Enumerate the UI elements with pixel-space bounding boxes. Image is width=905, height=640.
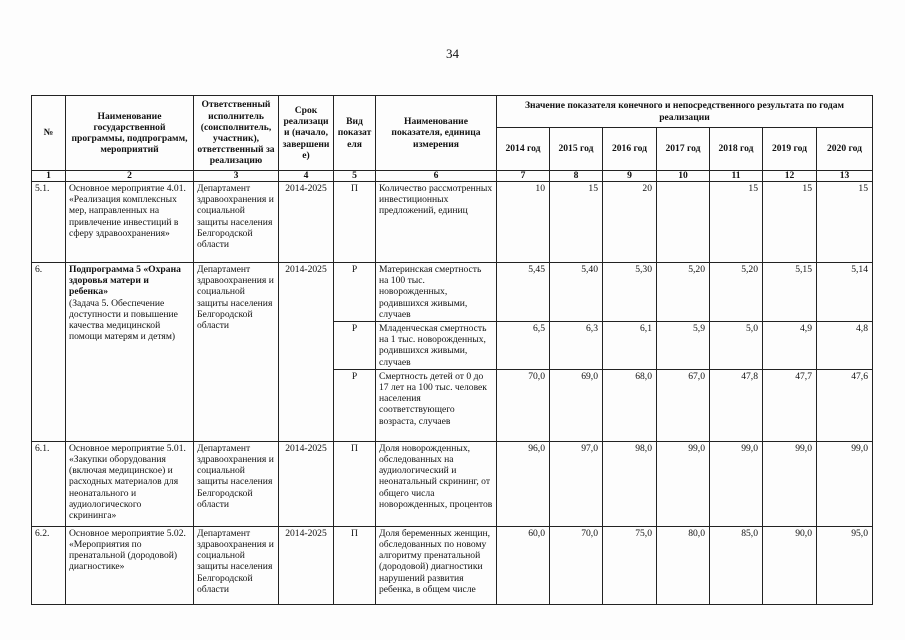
indicator-value: 15 (763, 182, 817, 263)
indicator-value: 5,15 (763, 263, 817, 322)
indicator-value: 47,8 (710, 369, 763, 441)
indicator-value: 20 (603, 182, 657, 263)
table-row (32, 182, 873, 263)
page-number: 34 (446, 46, 459, 61)
row-responsible: Департамент здравоохранения и социальной защиты населения Белгородской области (194, 526, 279, 604)
row-name-extra: (Задача 5. Обеспечение доступности и повышение качества медицинской помощи матерям и детям) (69, 297, 178, 343)
row-responsible: Департамент здравоохранения и социальной защиты населения Белгородской области (194, 182, 279, 263)
indicator-name: Доля беременных женщин, обследованных по новому алгоритму пренатальной (дородовой) диагностики нарушений развития ребенка, в общем числе (376, 526, 497, 604)
indicator-value: 5,9 (657, 322, 710, 370)
header-indicator-type: Вид показателя (334, 96, 376, 171)
header-num: № (32, 96, 66, 171)
column-number: 8 (550, 171, 603, 182)
row-period: 2014-2025 (279, 441, 334, 526)
header-year: 2015 год (550, 128, 603, 171)
row-name-text: Основное мероприятие 4.01. «Реализация комплексных мер, направленных на привлечение инвестиций в сферу здравоохранения» (69, 183, 186, 239)
indicator-value: 6,1 (603, 322, 657, 370)
indicator-value: 99,0 (657, 441, 710, 526)
indicator-value: 10 (497, 182, 550, 263)
row-period: 2014-2025 (279, 182, 334, 263)
column-number: 11 (710, 171, 763, 182)
indicators-table (31, 95, 873, 605)
column-number: 3 (194, 171, 279, 182)
column-number: 1 (32, 171, 66, 182)
indicator-name: Количество рассмотренных инвестиционных предложений, единиц (376, 182, 497, 263)
indicator-type: П (334, 526, 376, 604)
row-period: 2014-2025 (279, 526, 334, 604)
indicator-name: Смертность детей от 0 до 17 лет на 100 тыс. человек населения соответствующего возраста, случаев (376, 369, 497, 441)
column-number: 10 (657, 171, 710, 182)
indicator-value: 67,0 (657, 369, 710, 441)
indicator-value: 70,0 (550, 526, 603, 604)
indicator-name: Доля новорожденных, обследованных на аудиологический и неонатальный скрининг, от общего числа новорожденных, процентов (376, 441, 497, 526)
indicator-name: Младенческая смертность на 1 тыс. новорожденных, родившихся живыми, случаев (376, 322, 497, 370)
header-period: Срок реализации (начало, завершение) (279, 96, 334, 171)
header-year: 2019 год (763, 128, 817, 171)
indicator-value: 15 (710, 182, 763, 263)
indicator-value: 5,40 (550, 263, 603, 322)
indicator-value: 98,0 (603, 441, 657, 526)
indicator-value: 99,0 (763, 441, 817, 526)
row-number: 6. (32, 263, 66, 442)
indicator-value: 85,0 (710, 526, 763, 604)
table-row (32, 526, 873, 604)
indicator-value: 5,20 (657, 263, 710, 322)
indicator-value: 4,9 (763, 322, 817, 370)
row-number: 6.1. (32, 441, 66, 526)
indicator-type: Р (334, 322, 376, 370)
indicator-value: 95,0 (817, 526, 873, 604)
indicator-type: Р (334, 369, 376, 441)
header-year: 2020 год (817, 128, 873, 171)
column-number: 9 (603, 171, 657, 182)
header-responsible: Ответственный исполнитель (соисполнитель, участник), ответственный за реализацию (194, 96, 279, 171)
indicator-value: 75,0 (603, 526, 657, 604)
indicator-value: 99,0 (710, 441, 763, 526)
header-year: 2018 год (710, 128, 763, 171)
indicator-name: Материнская смертность на 100 тыс. новорожденных, родившихся живыми, случаев (376, 263, 497, 322)
indicator-value: 60,0 (497, 526, 550, 604)
header-year: 2016 год (603, 128, 657, 171)
indicator-value: 5,0 (710, 322, 763, 370)
row-name (66, 263, 194, 442)
indicator-value: 6,3 (550, 322, 603, 370)
header-indicator-name: Наименование показателя, единица измерения (376, 96, 497, 171)
row-name-text: Основное мероприятие 5.01. «Закупки оборудования (включая медицинское) и расходных материалов для неонатального и аудиологического скрининга» (69, 442, 186, 522)
column-number: 13 (817, 171, 873, 182)
row-responsible: Департамент здравоохранения и социальной защиты населения Белгородской области (194, 263, 279, 442)
indicator-value: 4,8 (817, 322, 873, 370)
indicator-type: П (334, 182, 376, 263)
row-responsible: Департамент здравоохранения и социальной защиты населения Белгородской области (194, 441, 279, 526)
column-number: 5 (334, 171, 376, 182)
indicator-value: 5,45 (497, 263, 550, 322)
indicator-value: 70,0 (497, 369, 550, 441)
header-year: 2014 год (497, 128, 550, 171)
header-values-group: Значение показателя конечного и непосредственного результата по годам реализации (497, 96, 873, 128)
row-name (66, 526, 194, 604)
column-number: 4 (279, 171, 334, 182)
indicator-value: 6,5 (497, 322, 550, 370)
indicator-value: 96,0 (497, 441, 550, 526)
indicator-value: 47,7 (763, 369, 817, 441)
indicator-value: 68,0 (603, 369, 657, 441)
column-number: 6 (376, 171, 497, 182)
column-number: 2 (66, 171, 194, 182)
indicator-value: 47,6 (817, 369, 873, 441)
row-name (66, 441, 194, 526)
indicator-value: 5,14 (817, 263, 873, 322)
row-name-text: Основное мероприятие 5.02. «Мероприятия по пренатальной (дородовой) диагностике» (69, 527, 186, 573)
header-year: 2017 год (657, 128, 710, 171)
row-name-text: Подпрограмма 5 «Охрана здоровья матери и ребенка» (69, 264, 181, 298)
indicator-value: 5,30 (603, 263, 657, 322)
indicator-value: 99,0 (817, 441, 873, 526)
indicator-value: 5,20 (710, 263, 763, 322)
table-row (32, 263, 873, 322)
indicator-type: Р (334, 263, 376, 322)
indicator-value: 15 (550, 182, 603, 263)
table-row (32, 441, 873, 526)
indicator-value: 15 (817, 182, 873, 263)
indicator-type: П (334, 441, 376, 526)
indicator-value: 69,0 (550, 369, 603, 441)
row-number: 6.2. (32, 526, 66, 604)
column-number: 12 (763, 171, 817, 182)
indicator-value: 90,0 (763, 526, 817, 604)
row-period: 2014-2025 (279, 263, 334, 442)
indicator-value: 97,0 (550, 441, 603, 526)
header-name: Наименование государственной программы, подпрограмм, мероприятий (66, 96, 194, 171)
indicator-value: 80,0 (657, 526, 710, 604)
row-name (66, 182, 194, 263)
row-number: 5.1. (32, 182, 66, 263)
column-number: 7 (497, 171, 550, 182)
indicator-value (657, 182, 710, 263)
